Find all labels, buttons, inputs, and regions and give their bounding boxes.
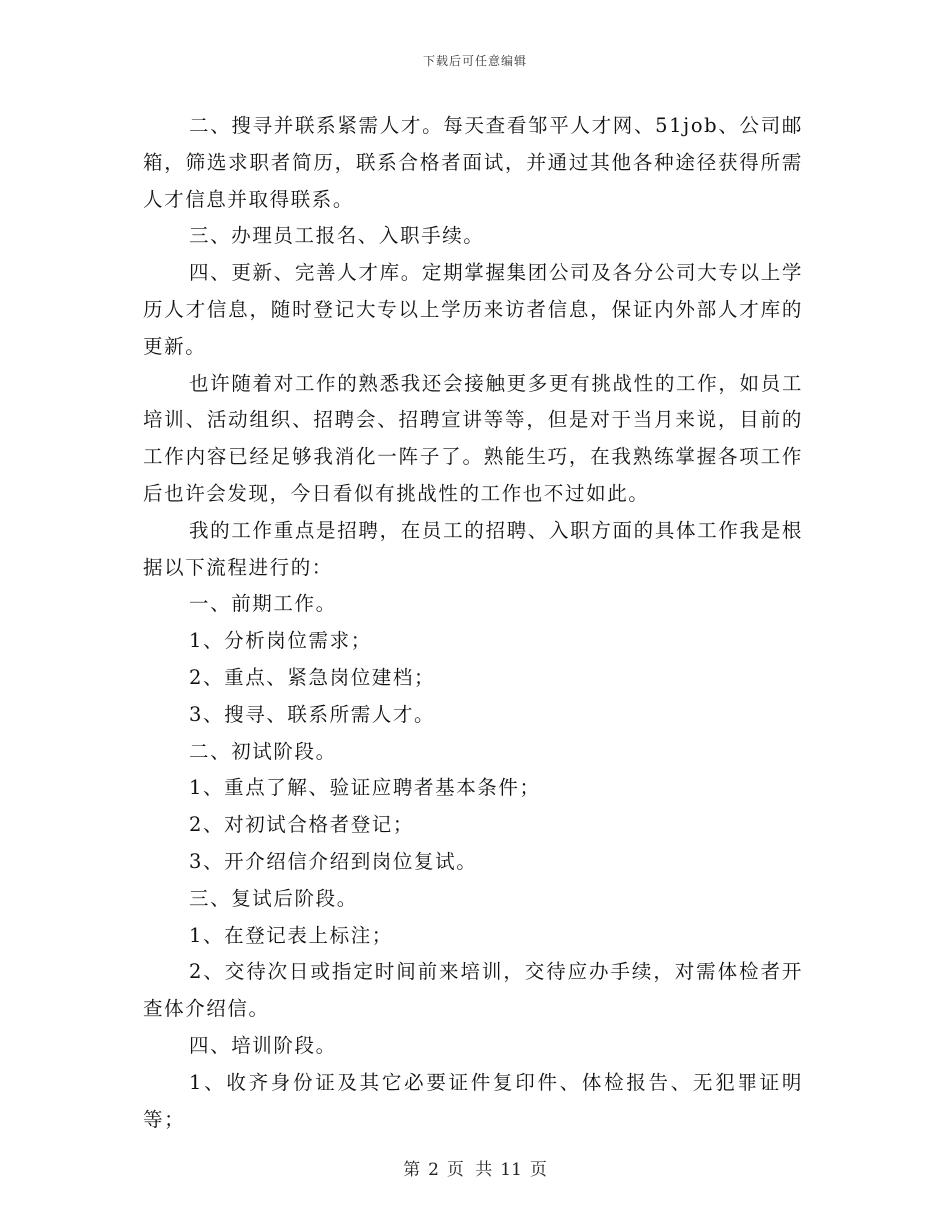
footer-mid: 页 共	[446, 1160, 493, 1180]
list-item: 1、重点了解、验证应聘者基本条件；	[189, 776, 541, 800]
paragraph: 我的工作重点是招聘，在员工的招聘、入职方面的具体工作我是根据以下流程进行的：	[143, 518, 803, 579]
paragraph: 三、办理员工报名、入职手续。	[189, 224, 485, 248]
footer-total-pages: 11	[500, 1160, 522, 1180]
document-body	[143, 108, 803, 1138]
paragraph: 也许随着对工作的熟悉我还会接触更多更有挑战性的工作，如员工培训、活动组织、招聘会、招聘宣讲等等，但是对于当月来说，目前的工作内容已经足够我消化一阵子了。熟能生巧，在我熟练掌握各项工作后也许会发现，今日看似有挑战性的工作也不过如此。	[143, 371, 803, 505]
page-header: 下载后可任意编辑	[422, 54, 527, 68]
page-footer	[0, 1155, 950, 1180]
list-item: 1、分析岗位需求；	[189, 629, 372, 653]
list-item: 1、在登记表上标注；	[189, 923, 393, 947]
list-item: 3、搜寻、联系所需人才。	[189, 702, 436, 726]
list-heading: 二、初试阶段。	[189, 739, 337, 763]
list-heading: 三、复试后阶段。	[189, 886, 358, 910]
list-item: 2、重点、紧急岗位建档；	[189, 665, 436, 689]
paragraph: 四、更新、完善人才库。定期掌握集团公司及各分公司大专以上学历人才信息，随时登记大专以上学历来访者信息，保证内外部人才库的更新。	[143, 261, 803, 358]
list-heading: 一、前期工作。	[189, 592, 337, 616]
footer-suffix: 页	[529, 1160, 547, 1180]
list-item: 1、收齐身份证及其它必要证件复印件、体检报告、无犯罪证明等；	[143, 1070, 803, 1131]
list-item: 2、对初试合格者登记；	[189, 813, 415, 837]
footer-page-number: 2	[428, 1160, 439, 1180]
list-item: 3、开介绍信介绍到岗位复试。	[189, 849, 478, 873]
footer-prefix: 第	[403, 1160, 421, 1180]
paragraph: 二、搜寻并联系紧需人才。每天查看邹平人才网、51job、公司邮箱，筛选求职者简历，联系合格者面试，并通过其他各种途径获得所需人才信息并取得联系。	[143, 114, 803, 211]
list-heading: 四、培训阶段。	[189, 1033, 337, 1057]
list-item: 2、交待次日或指定时间前来培训，交待应办手续，对需体检者开查体介绍信。	[143, 960, 803, 1021]
